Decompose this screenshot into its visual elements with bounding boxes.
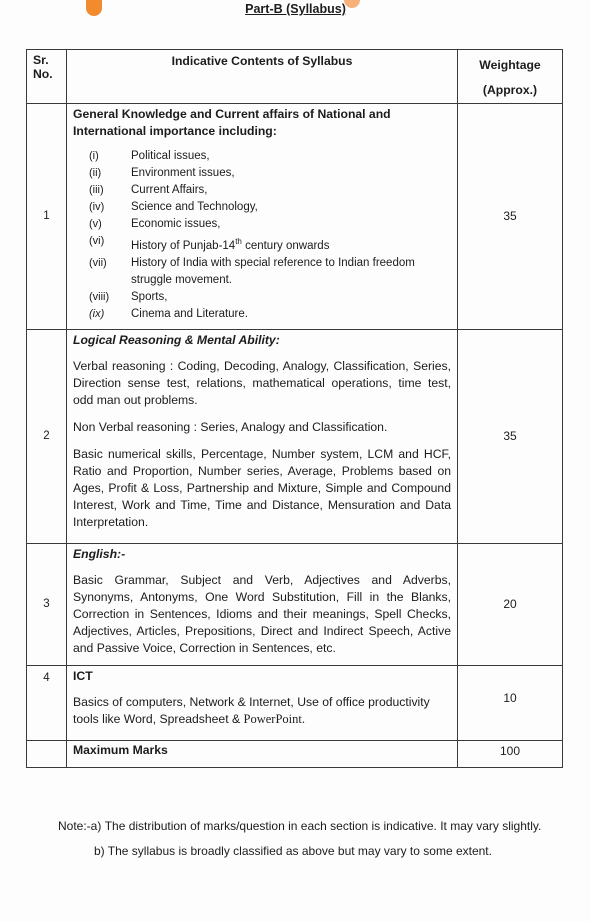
list-item-text: History of India with special reference to Indian freedom struggle movement. [131, 256, 415, 286]
header-weightage [458, 50, 563, 104]
header-sr-line1: Sr. [33, 53, 49, 67]
list-item-number: (vi) [89, 235, 105, 247]
total-label: Maximum Marks [67, 740, 458, 767]
section-paragraph-tail: PowerPoint. [243, 711, 305, 726]
topic-list [89, 148, 451, 323]
list-item-number: (iii) [89, 184, 104, 196]
header-weightage-line2: (Approx.) [482, 83, 538, 97]
list-item [89, 289, 451, 306]
total-value: 100 [458, 740, 563, 767]
syllabus-table [26, 49, 563, 768]
list-item-number: (ii) [89, 167, 102, 179]
list-item-text-post: century onwards [241, 239, 330, 252]
header-contents: Indicative Contents of Syllabus [67, 50, 458, 104]
list-item-superscript: th [235, 237, 242, 246]
table-header-row [27, 50, 563, 104]
list-item-text-pre: History of Punjab-14 [131, 239, 236, 252]
header-weightage-line1: Weightage [479, 58, 541, 72]
row-content [67, 543, 458, 665]
list-item-text [131, 233, 329, 255]
list-item-number: (vii) [89, 256, 107, 269]
table-row [27, 543, 563, 665]
note-a [58, 818, 568, 835]
note-a-label: Note:-a) [58, 819, 105, 833]
list-item [89, 148, 451, 165]
list-item [89, 199, 451, 216]
list-item [89, 165, 451, 182]
section-title: English:- [73, 546, 126, 561]
note-b: b) The syllabus is broadly classified as above but may vary to some extent. [94, 844, 492, 858]
page-heading-text: Part-B (Syllabus) [245, 2, 346, 16]
row-sr-no: 1 [27, 104, 67, 330]
section-title-line2: International importance including: [73, 124, 277, 138]
page-heading [0, 2, 591, 16]
row-sr-no: 2 [27, 329, 67, 543]
row-content [67, 104, 458, 330]
list-item-text: Political issues, [131, 150, 210, 162]
list-item [89, 255, 451, 289]
section-paragraph: Non Verbal reasoning : Series, Analogy and Classification. [73, 419, 388, 434]
row-sr-no: 4 [27, 665, 67, 740]
section-title: ICT [73, 668, 93, 683]
header-sr-no [27, 50, 67, 104]
list-item-text: Environment issues, [131, 167, 235, 179]
table-row [27, 104, 563, 330]
row-weightage: 20 [458, 543, 563, 665]
list-item-number: (viii) [89, 290, 110, 303]
list-item [89, 182, 451, 199]
list-item-text: Science and Technology, [131, 201, 258, 213]
list-item [89, 233, 451, 255]
total-sr-cell [27, 740, 67, 767]
section-paragraph: Basic Grammar, Subject and Verb, Adjectives and Adverbs, Synonyms, Antonyms, One Word Substitution, Fill in the Blanks, Correction in Sentences, Idioms and their meanings, Spell Checks, Adjectives, Articles, Prepositions, Direct and Indirect Speech, Active and Passive Voice, Correction in Sentences, etc. [73, 572, 451, 655]
section-paragraph: Verbal reasoning : Coding, Decoding, Analogy, Classification, Series, Direction sense test, relations, mathematical operations, time test, odd man out problems. [73, 358, 451, 407]
row-weightage: 35 [458, 104, 563, 330]
table-row [27, 665, 563, 740]
list-item-number: (i) [89, 150, 99, 162]
table-row [27, 329, 563, 543]
notes [58, 818, 568, 860]
row-content [67, 329, 458, 543]
list-item [89, 216, 451, 233]
total-row [27, 740, 563, 767]
list-item [89, 306, 451, 323]
list-item-number: (ix) [89, 307, 105, 320]
section-title-line1: General Knowledge and Current affairs of National and [73, 107, 391, 121]
row-sr-no: 3 [27, 543, 67, 665]
note-a-text: The distribution of marks/question in each section is indicative. It may vary slightly. [104, 819, 542, 833]
section-paragraph-main: Basics of computers, Network & Internet, Use of office productivity tools like Word, Spreadsheet & [73, 694, 430, 726]
row-content [67, 665, 458, 740]
section-title: Logical Reasoning & Mental Ability: [73, 332, 280, 347]
list-item-number: (v) [89, 218, 102, 230]
list-item-number: (iv) [89, 201, 105, 213]
row-weightage: 35 [458, 329, 563, 543]
section-paragraph: Basic numerical skills, Percentage, Number system, LCM and HCF, Ratio and Proportion, Number series, Average, Problems based on Ages, Profit & Loss, Partnership and Mixture, Simple and Compound Interest, Work and Time, Time and Distance, Mensuration and Data Interpretation. [73, 446, 451, 529]
row-weightage: 10 [458, 665, 563, 740]
header-sr-line2: No. [33, 67, 53, 81]
section-title [73, 106, 451, 140]
list-item-text: Cinema and Literature. [131, 307, 248, 320]
list-item-text: Current Affairs, [131, 184, 208, 196]
list-item-text: Economic issues, [131, 218, 221, 230]
section-paragraph [73, 694, 451, 728]
list-item-text: Sports, [131, 290, 168, 303]
